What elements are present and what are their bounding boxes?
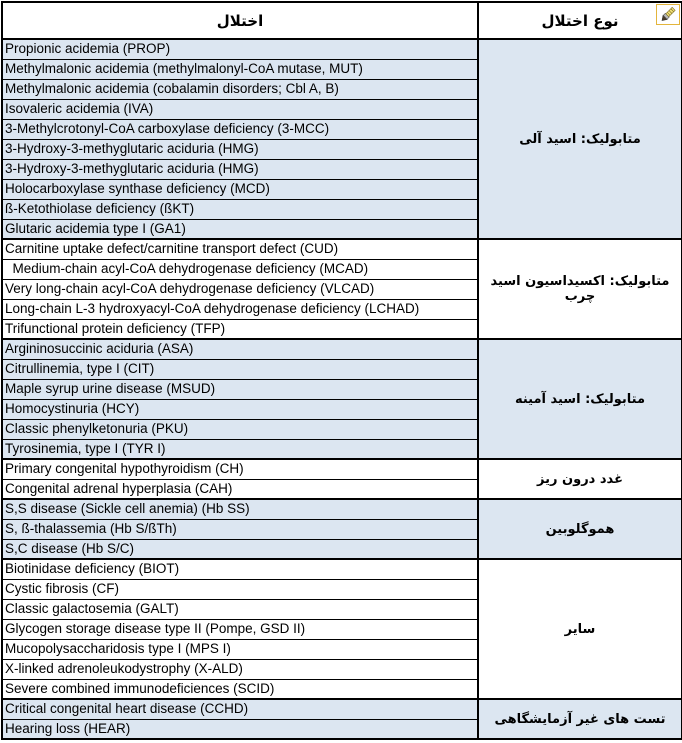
disorder-cell: Long-chain L-3 hydroxyacyl-CoA dehydrogenase deficiency (LCHAD) — [2, 299, 478, 319]
disorder-cell: Maple syrup urine disease (MSUD) — [2, 379, 478, 399]
disorders-table — [1, 1, 682, 740]
header-disorder-column: اختلال — [2, 2, 478, 39]
disorder-cell: Critical congenital heart disease (CCHD) — [2, 699, 478, 719]
disorder-cell: Severe combined immunodeficiences (SCID) — [2, 679, 478, 699]
disorder-cell: Primary congenital hypothyroidism (CH) — [2, 459, 478, 479]
disorder-cell: Biotinidase deficiency (BIOT) — [2, 559, 478, 579]
disorder-cell: Very long-chain acyl-CoA dehydrogenase deficiency (VLCAD) — [2, 279, 478, 299]
disorder-cell: Cystic fibrosis (CF) — [2, 579, 478, 599]
category-cell: سایر — [478, 559, 682, 699]
table-row — [2, 559, 682, 579]
header-row — [2, 2, 682, 39]
disorder-cell: X-linked adrenoleukodystrophy (X-ALD) — [2, 659, 478, 679]
category-cell: متابولیک: اسید آلی — [478, 39, 682, 239]
disorder-cell: 3-Hydroxy-3-methyglutaric aciduria (HMG) — [2, 139, 478, 159]
disorder-cell: Glutaric acidemia type I (GA1) — [2, 219, 478, 239]
disorder-cell: Isovaleric acidemia (IVA) — [2, 99, 478, 119]
table-row — [2, 339, 682, 359]
table-row — [2, 499, 682, 519]
header-type-label: نوع اختلال — [541, 11, 619, 30]
category-cell: غدد درون ریز — [478, 459, 682, 499]
table-row — [2, 459, 682, 479]
disorder-cell: Propionic acidemia (PROP) — [2, 39, 478, 59]
disorder-cell: Argininosuccinic aciduria (ASA) — [2, 339, 478, 359]
disorder-cell: Homocystinuria (HCY) — [2, 399, 478, 419]
disorder-cell: S,S disease (Sickle cell anemia) (Hb SS) — [2, 499, 478, 519]
table-row — [2, 239, 682, 259]
disorder-cell: Trifunctional protein deficiency (TFP) — [2, 319, 478, 339]
disorder-cell: 3-Methylcrotonyl-CoA carboxylase deficiency (3-MCC) — [2, 119, 478, 139]
category-cell: هموگلوبین — [478, 499, 682, 559]
disorder-cell: Classic phenylketonuria (PKU) — [2, 419, 478, 439]
table-row — [2, 39, 682, 59]
disorder-cell: Medium-chain acyl-CoA dehydrogenase deficiency (MCAD) — [2, 259, 478, 279]
disorder-cell: 3-Hydroxy-3-methyglutaric aciduria (HMG) — [2, 159, 478, 179]
header-type-column — [478, 2, 682, 39]
disorder-cell: Methylmalonic acidemia (methylmalonyl-CoA mutase, MUT) — [2, 59, 478, 79]
table-header — [2, 2, 682, 39]
disorder-cell: Methylmalonic acidemia (cobalamin disorders; Cbl A, B) — [2, 79, 478, 99]
disorder-cell: Mucopolysaccharidosis type I (MPS I) — [2, 639, 478, 659]
disorder-cell: Classic galactosemia (GALT) — [2, 599, 478, 619]
disorder-cell: S, ß-thalassemia (Hb S/ßTh) — [2, 519, 478, 539]
disorder-cell: Holocarboxylase synthase deficiency (MCD) — [2, 179, 478, 199]
category-cell: تست های غیر آزمایشگاهی — [478, 699, 682, 739]
disorder-cell: Glycogen storage disease type II (Pompe, GSD II) — [2, 619, 478, 639]
table-row — [2, 699, 682, 719]
disorder-cell: Hearing loss (HEAR) — [2, 719, 478, 739]
category-cell: متابولیک: اسید آمینه — [478, 339, 682, 459]
disorder-cell: Tyrosinemia, type I (TYR I) — [2, 439, 478, 459]
disorder-cell: ß-Ketothiolase deficiency (ßKT) — [2, 199, 478, 219]
disorder-cell: S,C disease (Hb S/C) — [2, 539, 478, 559]
disorder-cell: Carnitine uptake defect/carnitine transport defect (CUD) — [2, 239, 478, 259]
paintbrush-icon[interactable] — [656, 4, 680, 25]
table-body — [2, 39, 682, 739]
disorder-cell: Citrullinemia, type I (CIT) — [2, 359, 478, 379]
category-cell: متابولیک: اکسیداسیون اسید چرب — [478, 239, 682, 339]
disorder-cell: Congenital adrenal hyperplasia (CAH) — [2, 479, 478, 499]
